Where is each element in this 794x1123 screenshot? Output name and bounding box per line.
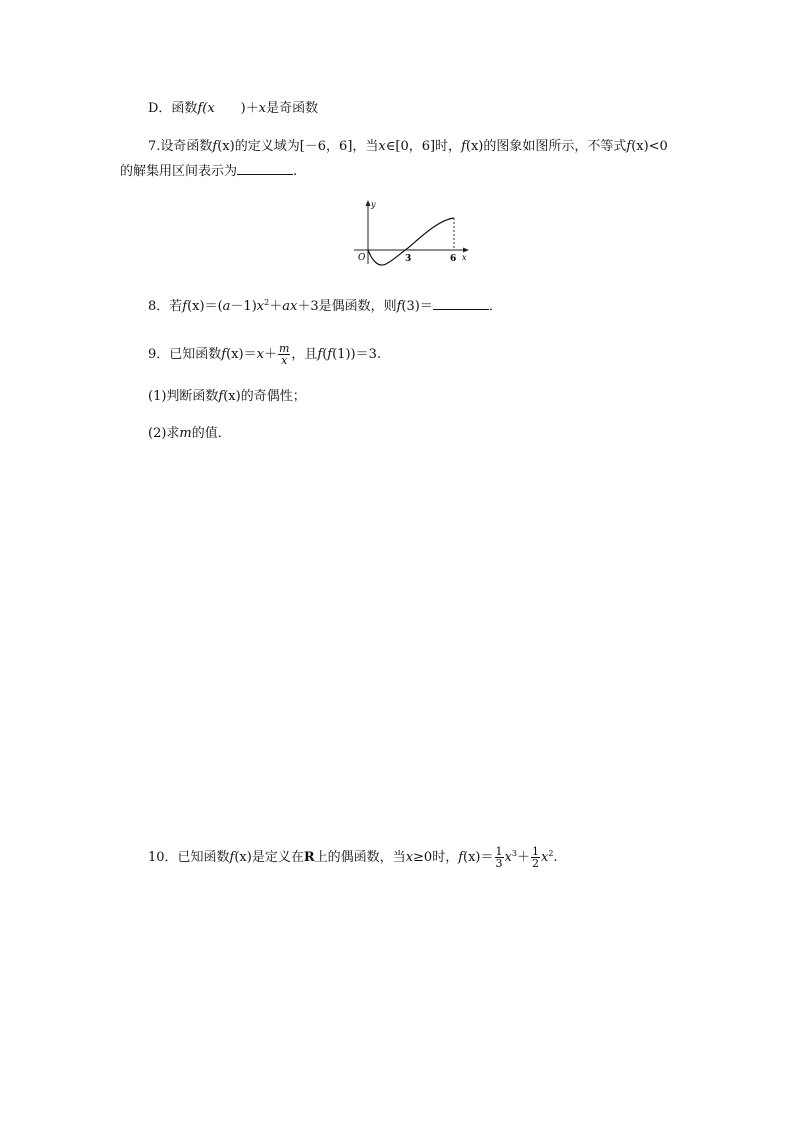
q10-square: 2: [548, 849, 554, 858]
y-axis-arrow: [366, 200, 371, 206]
q9-tail: ，且: [291, 347, 318, 362]
q10-fx: (x): [234, 850, 252, 865]
q7-f3: f: [626, 139, 632, 154]
q9-sub1-tail: 的奇偶性；: [240, 389, 306, 404]
q8-x: x: [256, 299, 265, 314]
q10-fraction-1: [495, 846, 504, 869]
q10-eq: ＝: [480, 850, 494, 865]
q9-fx: (x): [226, 347, 244, 362]
question-8: [148, 297, 502, 315]
q7-fx: (x): [217, 139, 235, 154]
function-graph: [352, 198, 472, 270]
question-9-number: 9．已知函数: [148, 347, 222, 362]
question-7-number: 7.: [148, 139, 161, 154]
y-axis-label: y: [371, 200, 376, 209]
q8-f: f: [182, 299, 188, 314]
q9-plus: ＋: [263, 347, 277, 362]
var-x: x: [258, 101, 267, 116]
q10-text-1: 是定义在: [251, 850, 304, 865]
q9-ff: f: [317, 347, 323, 362]
q7-text-1: 设奇函数: [160, 139, 213, 154]
q7-fx3: (x)<0: [631, 139, 668, 154]
q10-frac1-den: 3: [495, 857, 503, 870]
q9-sub2-tail: 的值．: [191, 426, 231, 441]
question-9: [148, 343, 381, 366]
q7-text-5: 的解集用区间表示为: [120, 164, 238, 179]
question-7-line-1: [148, 139, 668, 155]
q10-fx2: (x): [463, 850, 481, 865]
question-9-part-1: [148, 389, 306, 405]
q10-end: .: [553, 850, 558, 865]
x-axis-label: x: [462, 253, 467, 262]
q7-text-2: 的定义域为[－6，6]，当: [234, 139, 379, 154]
q8-minus: －1): [230, 299, 257, 314]
q10-text-3: ≥0时，: [413, 850, 459, 865]
q8-square: 2: [264, 298, 270, 307]
gap: [215, 101, 241, 116]
q10-x: x: [405, 850, 414, 865]
q8-fx: (x): [187, 299, 205, 314]
question-9-part-2: [148, 426, 231, 442]
function-arg: (x: [202, 101, 215, 116]
q8-arg: (3)＝: [401, 299, 433, 314]
q10-frac1-num: 1: [495, 845, 503, 858]
q9-fraction: [278, 343, 290, 366]
question-8-number: 8．若: [148, 299, 183, 314]
q8-tail: ＋3是偶函数，则: [297, 299, 397, 314]
option-d-text: 是奇函数: [266, 101, 319, 116]
q9-sub2-text: (2)求: [148, 426, 180, 441]
q8-a: a: [222, 299, 231, 314]
q9-sub2-m: m: [179, 426, 192, 441]
q7-f: f: [212, 139, 218, 154]
q9-eq: ＝: [243, 347, 257, 362]
q10-f: f: [229, 850, 235, 865]
plus-sign: ＋: [245, 101, 259, 116]
question-10: [148, 846, 558, 869]
q10-x3: x: [504, 850, 512, 865]
q9-paren: (: [322, 347, 328, 362]
q7-fx2: (x): [465, 139, 484, 154]
q7-f2: f: [461, 139, 466, 154]
q10-cube: 3: [511, 849, 517, 858]
q10-fraction-2: [531, 846, 540, 869]
q9-x: x: [256, 347, 264, 362]
option-d: [148, 101, 318, 117]
answer-blank[interactable]: [237, 162, 293, 175]
q10-f2: f: [458, 850, 464, 865]
q7-x: x: [378, 139, 386, 154]
q9-frac-num: m: [278, 342, 290, 355]
q10-plus: ＋: [516, 850, 530, 865]
q9-inner-f: f: [327, 347, 333, 362]
q10-x2: x: [540, 850, 549, 865]
answer-blank[interactable]: [433, 297, 489, 310]
q10-frac2-den: 2: [531, 857, 539, 870]
q8-end: ．: [488, 299, 502, 314]
tick-label-6: 6: [450, 254, 457, 264]
q9-f: f: [221, 347, 227, 362]
question-7-line-2: [120, 162, 297, 180]
x-axis-arrow: [463, 248, 469, 253]
q8-f3: f: [396, 299, 402, 314]
tick-label-3: 3: [405, 254, 412, 264]
q9-inner-arg: (1))＝3.: [332, 347, 381, 362]
q8-plus: ＋: [269, 299, 283, 314]
q7-text-3: ∈[0，6]时，: [385, 139, 462, 154]
question-10-number: 10．已知函数: [148, 850, 230, 865]
q10-text-2: 上的偶函数，当: [314, 850, 406, 865]
origin-label: O: [358, 253, 366, 263]
q9-sub1-x: (x): [223, 389, 241, 404]
q9-frac-den: x: [281, 354, 288, 367]
q9-sub1-f: f: [218, 389, 224, 404]
q7-text-4: 的图象如图所示，不等式: [483, 139, 627, 154]
option-d-label: D．函数: [148, 101, 198, 116]
q8-eq: ＝(: [204, 299, 223, 314]
close-paren: ): [240, 101, 246, 116]
q9-sub1-text: (1)判断函数: [148, 389, 219, 404]
q10-R: R: [303, 850, 315, 865]
function-f: f: [197, 101, 203, 116]
q8-ax: ax: [282, 299, 298, 314]
q7-end: .: [293, 164, 298, 179]
q10-frac2-num: 1: [531, 845, 539, 858]
